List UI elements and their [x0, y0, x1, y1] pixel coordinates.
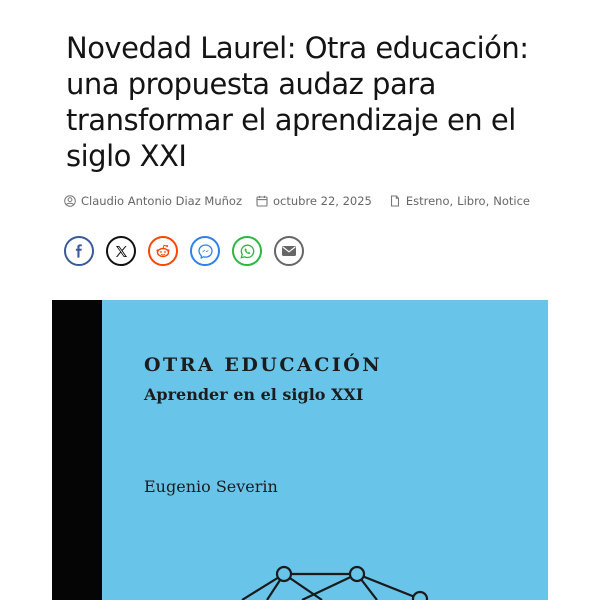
category-link-libro[interactable]: Libro [457, 194, 486, 208]
whatsapp-share-button[interactable] [232, 236, 262, 266]
user-icon [64, 195, 76, 207]
article-meta [64, 193, 530, 209]
whatsapp-icon [240, 244, 255, 259]
category-link-notice[interactable]: Notice [493, 194, 530, 208]
reddit-share-button[interactable] [148, 236, 178, 266]
email-share-button[interactable] [274, 236, 304, 266]
category-link-estreno[interactable]: Estreno [405, 194, 450, 208]
document-icon [389, 195, 401, 207]
x-share-button[interactable] [106, 236, 136, 266]
reddit-icon [155, 244, 171, 258]
book-author: Eugenio Severin [144, 477, 278, 496]
network-illustration [52, 300, 548, 600]
post-date: octubre 22, 2025 [272, 194, 372, 208]
book-title: OTRA EDUCACIÓN [144, 354, 383, 376]
category-separator: , [449, 194, 454, 208]
x-icon [115, 245, 128, 258]
book-subtitle: Aprender en el siglo XXI [144, 385, 364, 404]
book-cover-image [52, 300, 548, 600]
article-title: Novedad Laurel: Otra educación: una propuesta audaz para transformar el aprendizaje en el siglo XXI [66, 31, 529, 173]
calendar-icon [256, 195, 268, 207]
facebook-icon [72, 244, 86, 258]
messenger-share-button[interactable] [190, 236, 220, 266]
date-meta [256, 194, 372, 208]
author-meta [64, 194, 242, 208]
messenger-icon [198, 244, 213, 259]
categories-meta [389, 194, 530, 208]
share-buttons [64, 236, 316, 266]
email-icon [281, 245, 297, 257]
facebook-share-button[interactable] [64, 236, 94, 266]
category-separator: , [485, 194, 490, 208]
author-link[interactable]: Claudio Antonio Diaz Muñoz [81, 194, 242, 208]
